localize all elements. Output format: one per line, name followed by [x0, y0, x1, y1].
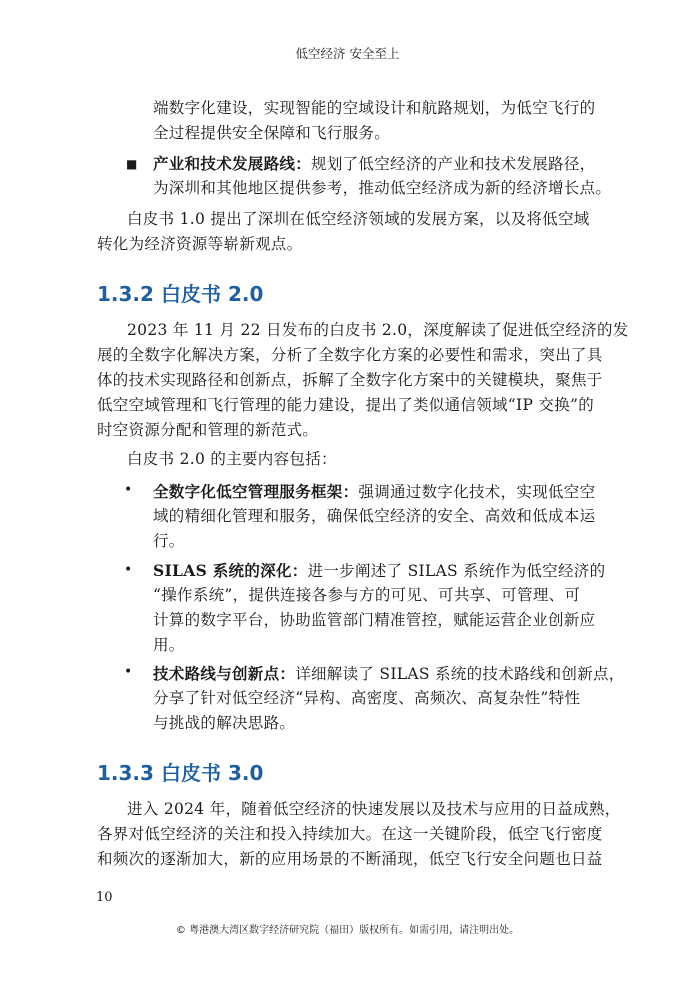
- wb2-bullet-2-line-2: “操作系统”，提供连接各参与方的可见、可共享、可管理、可: [153, 586, 581, 604]
- para-wb2-line-5: 时空资源分配和管理的新范式。: [97, 421, 319, 439]
- section-title: 白皮书 3.0: [161, 761, 264, 785]
- para-wb2-line-1: 2023 年 11 月 22 日发布的白皮书 2.0，深度解读了促进低空经济的发: [127, 321, 629, 339]
- wb2-bullet-3-line-3: 与挑战的解决思路。: [153, 714, 296, 732]
- bullet-bold: 全数字化低空管理服务框架：: [153, 482, 359, 501]
- bullet-line-1: [153, 151, 595, 178]
- bullet-bold: 产业和技术发展路线：: [153, 154, 312, 173]
- section-title: 白皮书 2.0: [161, 282, 264, 306]
- para-wb1-line-1: 白皮书 1.0 提出了深圳在低空经济领域的发展方案，以及将低空域: [127, 210, 590, 228]
- bullet-bold: SILAS 系统的深化：: [153, 561, 308, 580]
- wb2-bullet-2-line-4: 用。: [153, 636, 185, 654]
- wb2-bullet-1-line-3: 行。: [153, 532, 185, 550]
- para-wb2-line-4: 低空空域管理和飞行管理的能力建设，提出了类似通信领域“IP 交换”的: [97, 396, 595, 414]
- bullet-dot-icon: •: [124, 482, 133, 498]
- para-wb2-lead: 白皮书 2.0 的主要内容包括：: [127, 450, 337, 468]
- bullet-text: 详细解读了 SILAS 系统的技术路线和创新点，: [295, 665, 625, 683]
- wb2-bullet-1-line-2: 域的精细化管理和服务，确保低空经济的安全、高效和低成本运: [153, 507, 596, 525]
- running-header: 低空经济 安全至上: [295, 46, 400, 61]
- bullet-text: 进一步阐述了 SILAS 系统作为低空经济的: [307, 562, 606, 580]
- para-wb3-line-3: 和频次的逐渐加大，新的应用场景的不断涌现，低空飞行安全问题也日益: [97, 850, 603, 868]
- wb2-bullet-2-line-1: [153, 558, 605, 585]
- section-number: 1.3.2: [97, 282, 154, 306]
- wb2-bullet-1-line-1: [153, 479, 595, 506]
- page-number: 10: [96, 890, 113, 905]
- bullet-bold: 技术路线与创新点：: [153, 664, 296, 683]
- section-number: 1.3.3: [97, 761, 154, 785]
- intro-line-2: 全过程提供安全保障和飞行服务。: [153, 124, 391, 142]
- intro-line-1: 端数字化建设，实现智能的空域设计和航路规划，为低空飞行的: [153, 99, 596, 117]
- wb2-bullet-2-line-3: 计算的数字平台，协助监管部门精准管控，赋能运营企业创新应: [153, 611, 596, 629]
- para-wb2-line-3: 体的技术实现路径和创新点，拆解了全数字化方案中的关键模块，聚焦于: [97, 371, 603, 389]
- section-heading-132: [97, 278, 263, 307]
- bullet-text: 规划了低空经济的产业和技术发展路径，: [311, 155, 596, 173]
- bullet-dot-icon: •: [124, 664, 133, 680]
- para-wb3-line-1: 进入 2024 年，随着低空经济的快速发展以及技术与应用的日益成熟，: [127, 800, 621, 818]
- para-wb1-line-2: 转化为经济资源等崭新观点。: [97, 235, 303, 253]
- wb2-bullet-3-line-2: 分享了针对低空经济“异构、高密度、高频次、高复杂性”特性: [153, 689, 581, 707]
- para-wb2-line-2: 展的全数字化解决方案，分析了全数字化方案的必要性和需求，突出了具: [97, 346, 603, 364]
- bullet-line-2: 为深圳和其他地区提供参考，推动低空经济成为新的经济增长点。: [153, 179, 612, 197]
- bullet-dot-icon: •: [124, 562, 133, 578]
- bullet-text: 强调通过数字化技术，实现低空空: [358, 483, 596, 501]
- wb2-bullet-3-line-1: [153, 661, 625, 688]
- section-heading-133: [97, 757, 263, 786]
- square-bullet-icon: ■: [126, 157, 138, 171]
- para-wb3-line-2: 各界对低空经济的关注和投入持续加大。在这一关键阶段，低空飞行密度: [97, 825, 603, 843]
- copyright-footer: © 粤港澳大湾区数字经济研究院（福田）版权所有。如需引用，请注明出处。: [175, 925, 520, 936]
